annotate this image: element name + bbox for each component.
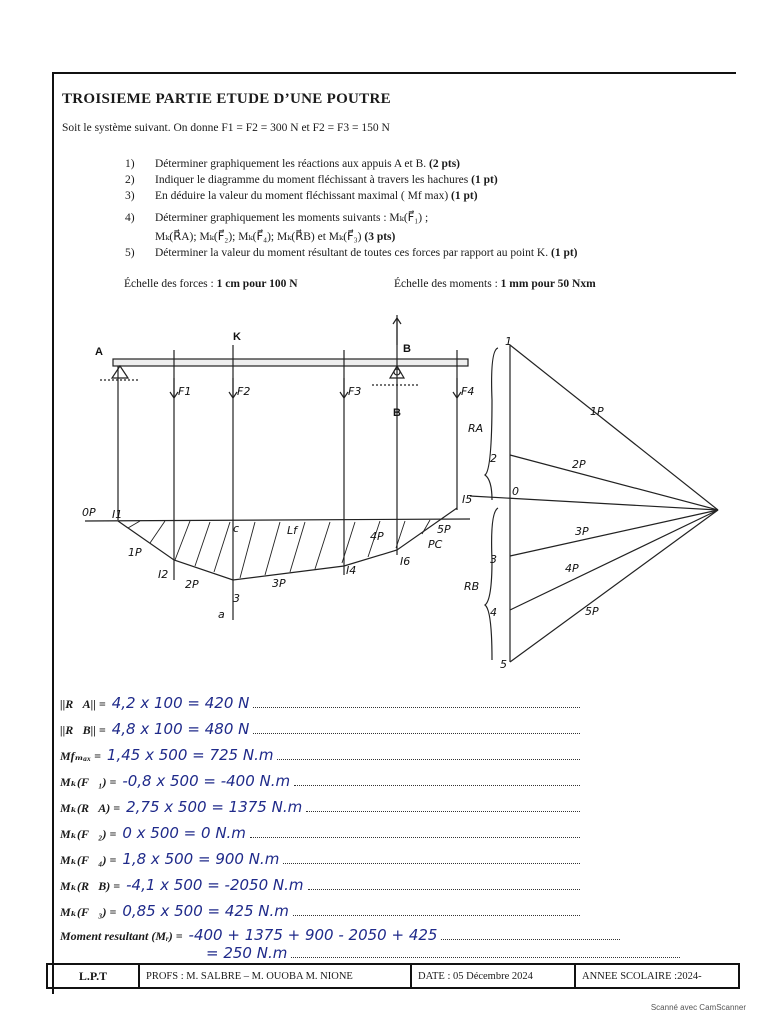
question-1: 1) Déterminer graphiquement les réactions aux appuis A et B. (2 pts) [125, 158, 461, 170]
footer-year: ANNEE SCOLAIRE :2024- [582, 970, 702, 982]
label-rb: RB [464, 580, 480, 593]
label-f3: F3 [348, 385, 362, 398]
funicular-label: Lf [287, 524, 298, 537]
question-3: 3) En déduire la valeur du moment fléchissant maximal ( Mf max) (1 pt) [125, 190, 478, 202]
funicular-label: I1 [112, 508, 123, 521]
question-2: 2) Indiquer le diagramme du moment fléchissant à travers les hachures (1 pt) [125, 174, 498, 186]
funicular-label: 2P [185, 578, 199, 591]
label-point-4: 4 [490, 606, 497, 619]
funicular-label: 3P [272, 577, 286, 590]
label-point-2: 2 [490, 452, 497, 465]
answer-resultant-total: = 250 N.m [200, 940, 680, 962]
funicular-label: a [218, 608, 225, 621]
funicular-label: I5 [462, 493, 473, 506]
footer-profs: PROFS : M. SALBRE – M. OUOBA M. NIONE [140, 965, 412, 987]
funicular-label: 1P [128, 546, 142, 559]
label-ra: RA [468, 422, 484, 435]
support-a [112, 366, 128, 378]
funicular-label: 5P [437, 523, 451, 536]
label-a: A [95, 346, 103, 358]
funicular-label: I4 [346, 564, 357, 577]
funicular-label: c [233, 522, 240, 535]
label-ray-2p: 2P [572, 458, 586, 471]
label-f4: F4 [461, 385, 475, 398]
answer-resultant: Moment resultant (Mᵣ) = -400 + 1375 + 900 - 2050 + 425 [60, 922, 620, 944]
beam [113, 359, 468, 366]
label-b: B [403, 343, 411, 355]
closing-line [85, 519, 470, 521]
label-ray-3p: 3P [575, 525, 589, 538]
label-pole: 0 [512, 485, 519, 498]
label-point-1: 1 [505, 335, 512, 348]
label-f1: F1 [178, 385, 192, 398]
answer-mk-f2: Mₖ(F⃗₂) = 0 x 500 = 0 N.m [60, 820, 580, 842]
label-f2: F2 [237, 385, 251, 398]
label-k: K [233, 331, 241, 343]
funicular-label: 3 [233, 592, 240, 605]
answer-ra: ||R⃗A|| = 4,2 x 100 = 420 N [60, 690, 580, 712]
force-scale: Échelle des forces : 1 cm pour 100 N [124, 278, 298, 290]
label-b-line: B [393, 407, 401, 419]
answer-mk-f4: Mₖ(F⃗₄) = 1,8 x 500 = 900 N.m [60, 846, 580, 868]
question-5: 5) Déterminer la valeur du moment résultant de toutes ces forces par rapport au point K. (1 pt) [125, 247, 578, 259]
given-statement: Soit le système suivant. On donne F1 = F2 = 300 N et F2 = F3 = 150 N [62, 122, 390, 134]
label-ray-5p: 5P [585, 605, 599, 618]
question-4-continued: Mₖ(R⃗A); Mₖ(F⃗₂); Mₖ(F⃗₄); Mₖ(R⃗B) et Mₖ(F⃗₃) (3 pts) [155, 231, 396, 243]
footer-date: DATE : 05 Décembre 2024 [412, 965, 576, 987]
label-point-5: 5 [500, 658, 507, 671]
funicular-label: I6 [400, 555, 411, 568]
funicular-label: I2 [158, 568, 169, 581]
funicular-label: 4P [370, 530, 384, 543]
footer [46, 963, 740, 989]
part-title: TROISIEME PARTIE ETUDE D’UNE POUTRE [62, 91, 391, 107]
label-point-3: 3 [490, 553, 497, 566]
beam-diagram [0, 300, 768, 680]
label-ray-4p: 4P [565, 562, 579, 575]
label-ray-1p: 1P [590, 405, 604, 418]
funicular-label: 0P [82, 506, 96, 519]
answer-mk-f1: Mₖ(F⃗₁) = -0,8 x 500 = -400 N.m [60, 768, 580, 790]
answer-mk-f3: Mₖ(F⃗₃) = 0,85 x 500 = 425 N.m [60, 898, 580, 920]
answer-rb: ||R⃗B|| = 4,8 x 100 = 480 N [60, 716, 580, 738]
question-4: 4) Déterminer graphiquement les moments suivants : Mₖ(F⃗₁) ; [125, 212, 429, 224]
answer-mk-ra: Mₖ(R⃗A) = 2,75 x 500 = 1375 N.m [60, 794, 580, 816]
moment-scale: Échelle des moments : 1 mm pour 50 Nxm [394, 278, 596, 290]
footer-school: L.P.T [48, 965, 140, 987]
answer-mk-rb: Mₖ(R⃗B) = -4,1 x 500 = -2050 N.m [60, 872, 580, 894]
answer-mf-max: Mfₘₐₓ = 1,45 x 500 = 725 N.m [60, 742, 580, 764]
scanner-watermark: Scanné avec CamScanner [650, 1003, 746, 1012]
funicular-label: PC [428, 538, 443, 551]
